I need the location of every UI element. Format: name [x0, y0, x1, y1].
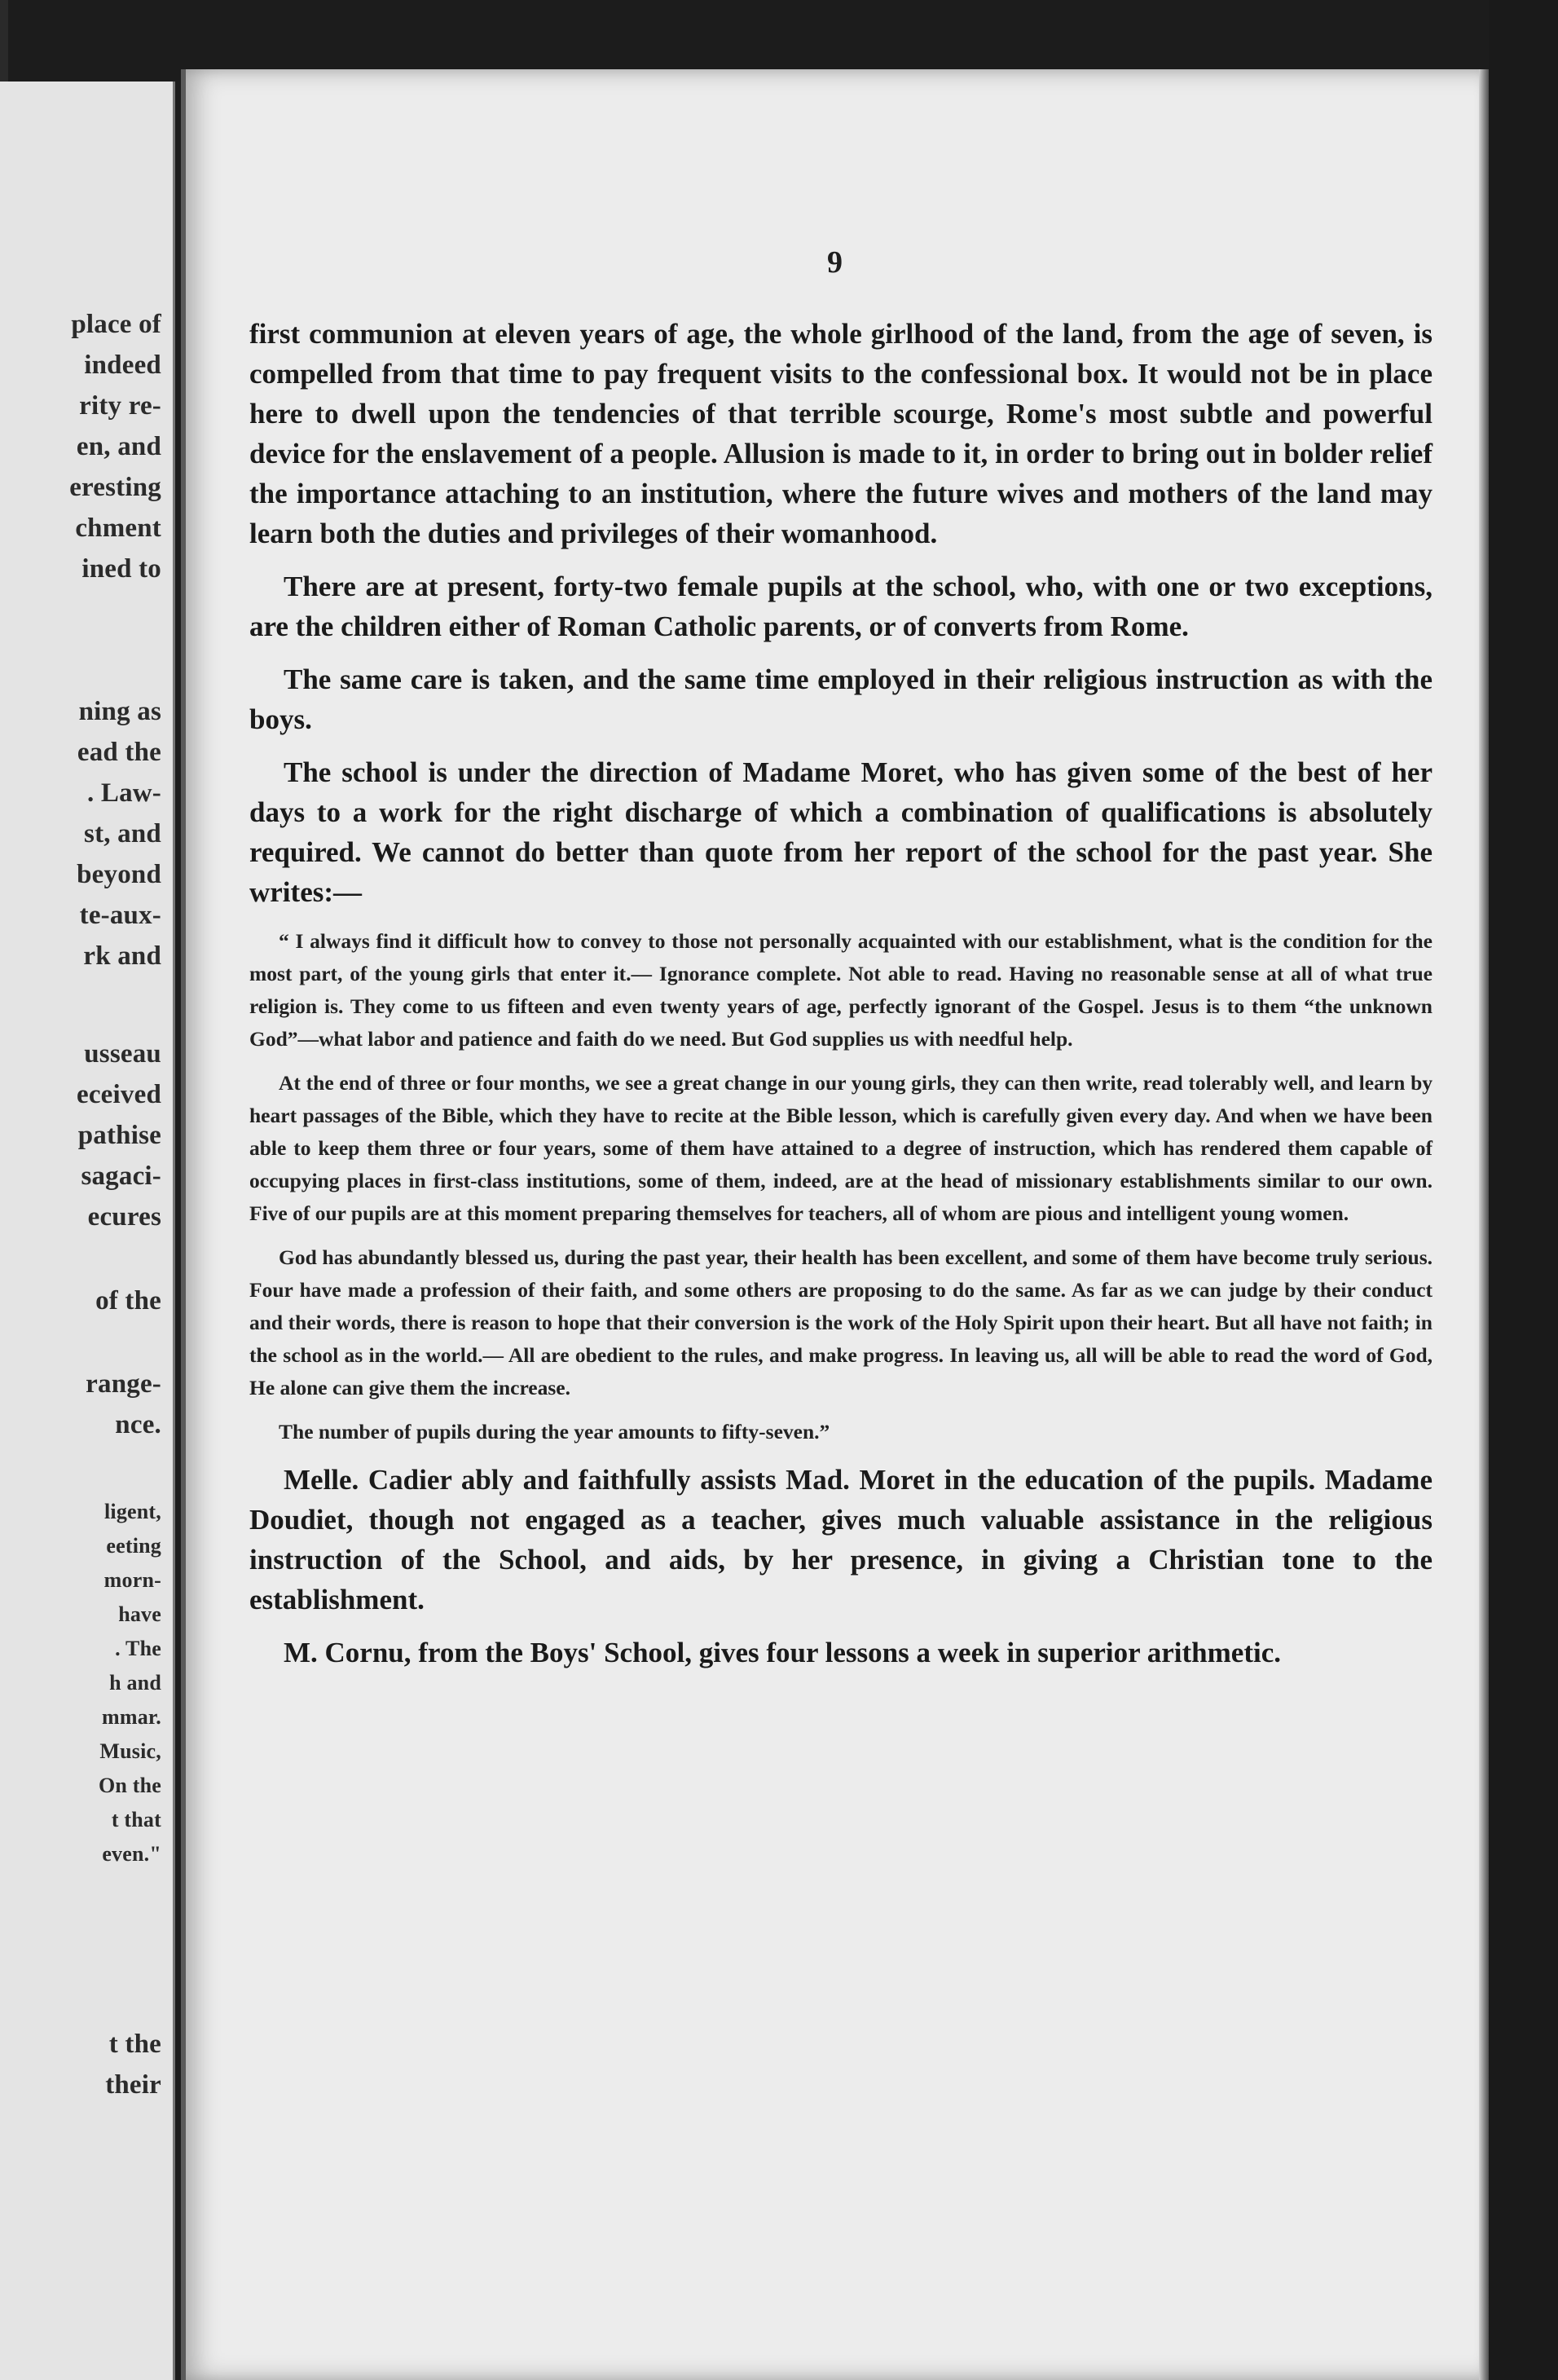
previous-page-line: h and	[109, 1671, 161, 1695]
previous-page-line: en, and	[76, 432, 161, 461]
previous-page-line: eresting	[69, 473, 161, 502]
previous-page-line: rk and	[83, 941, 161, 971]
paragraph-religious-instruction: The same care is taken, and the same time employed in their religious instruction as with the boys.	[249, 663, 1433, 735]
previous-page-line: Music,	[99, 1739, 161, 1763]
previous-page-line: chment	[75, 513, 161, 543]
previous-page-line: eceived	[76, 1080, 161, 1109]
previous-page-line: place of	[71, 310, 161, 339]
paragraph-female-pupils: There are at present, forty-two female pupils at the school, who, with one or two exceptions, are the children either of Roman Catholic parents, or of converts from Rome.	[249, 571, 1433, 642]
previous-page-line: . The	[115, 1637, 161, 1660]
previous-page-line: ligent,	[103, 1500, 161, 1523]
previous-page-line: have	[118, 1602, 161, 1626]
previous-page-line: sagaci-	[81, 1161, 161, 1191]
quote-paragraph-ignorance: “ I always find it difficult how to convey to those not personally acquainted with our establishment, what is the condition for the most part, of the young girls that enter it.— Ignorance complete. Not able to read. Having no reasonable sense at all of what true religion is. They come to us fifteen and even twenty years of age, perfectly ignorant of the Gospel. Jesus is to them “the unknown God”—what labor and patience and faith do we need. But God supplies us with needful help.	[249, 929, 1433, 1051]
previous-page-line: morn-	[103, 1568, 161, 1592]
document-page	[181, 69, 1489, 2380]
previous-page-line: their	[105, 2070, 161, 2100]
previous-page-line: ead the	[77, 738, 161, 767]
paragraph-girlhood-confessional: first communion at eleven years of age, the whole girlhood of the land, from the age of seven, is compelled from that time to pay frequent visits to the confessional box. It would not be in place here to dwell upon the tendencies of that terrible scourge, Rome's most subtle and powerful device for the enslavement of a people. Allusion is made to it, in order to bring out in bolder relief the importance attaching to an institution, where the future wives and mothers of the land may learn both the duties and privileges of their womanhood.	[249, 318, 1433, 549]
page-gutter	[181, 69, 186, 2380]
previous-page-line: t that	[111, 1808, 161, 1831]
previous-page-line: of the	[95, 1286, 161, 1316]
paragraph-m-cornu: M. Cornu, from the Boys' School, gives four lessons a week in superior arithmetic.	[284, 1637, 1281, 1668]
previous-page-line: ined to	[81, 554, 161, 584]
previous-page-line: even."	[102, 1842, 161, 1866]
previous-page-line: ning as	[78, 697, 161, 726]
previous-page-line: mmar.	[102, 1705, 161, 1729]
previous-page-line: pathise	[77, 1121, 161, 1150]
previous-page-line: ecures	[87, 1202, 161, 1232]
previous-page-line: t the	[108, 2030, 161, 2059]
previous-page-line: st, and	[84, 819, 161, 848]
quote-paragraph-blessings: God has abundantly blessed us, during the past year, their health has been excellent, and some of them have become truly serious. Four have made a profession of their faith, and some others are proposing to do the same. As far as we can judge by their conduct and their words, there is reason to hope that their conversion is the work of the Holy Spirit upon their heart. But all have not faith; in the school as in the world.— All are obedient to the rules, and make progress. In leaving us, all will be able to read the word of God, He alone can give them the increase.	[249, 1245, 1433, 1399]
scan-background-right	[1489, 0, 1558, 2380]
page-number: 9	[827, 245, 843, 280]
quote-paragraph-progress: At the end of three or four months, we see a great change in our young girls, they can then write, read tolerably well, and learn by heart passages of the Bible, which they have to recite at the Bible lesson, which is carefully given every day. And when we have been able to keep them three or four years, some of them have attained to a degree of instruction, which has rendered them capable of occupying places in first-class institutions, some of them, indeed, are at the head of missionary establishments similar to our own. Five of our pupils are at this moment preparing themselves for teachers, all of whom are pious and intelligent young women.	[249, 1071, 1433, 1225]
previous-page-line: nce.	[115, 1410, 161, 1439]
previous-page-line: indeed	[84, 350, 161, 380]
paragraph-madame-moret: The school is under the direction of Madame Moret, who has given some of the best of her days to a work for the right discharge of which a combination of qualifications is absolutely required. We cannot do better than quote from her report of the school for the past year. She writes:—	[249, 756, 1433, 908]
previous-page-line: beyond	[77, 860, 161, 889]
paragraph-melle-cadier: Melle. Cadier ably and faithfully assists Mad. Moret in the education of the pupils. Madame Doudiet, though not engaged as a teacher, gives much valuable assistance in the religious instruction of the School, and aids, by her presence, in giving a Christian tone to the establishment.	[249, 1464, 1433, 1615]
previous-page-line: eeting	[106, 1534, 161, 1558]
previous-page-line: range-	[86, 1369, 161, 1399]
previous-page-line: te-aux-	[79, 901, 161, 930]
previous-page-line: On the	[98, 1774, 161, 1797]
quote-paragraph-pupil-count: The number of pupils during the year amounts to fifty-seven.”	[279, 1420, 830, 1443]
previous-page-line: . Law-	[86, 778, 161, 808]
previous-page-edge	[0, 82, 175, 2380]
previous-page-line: usseau	[84, 1039, 161, 1069]
previous-page-line: rity re-	[79, 391, 161, 421]
page-body	[249, 314, 1433, 1686]
